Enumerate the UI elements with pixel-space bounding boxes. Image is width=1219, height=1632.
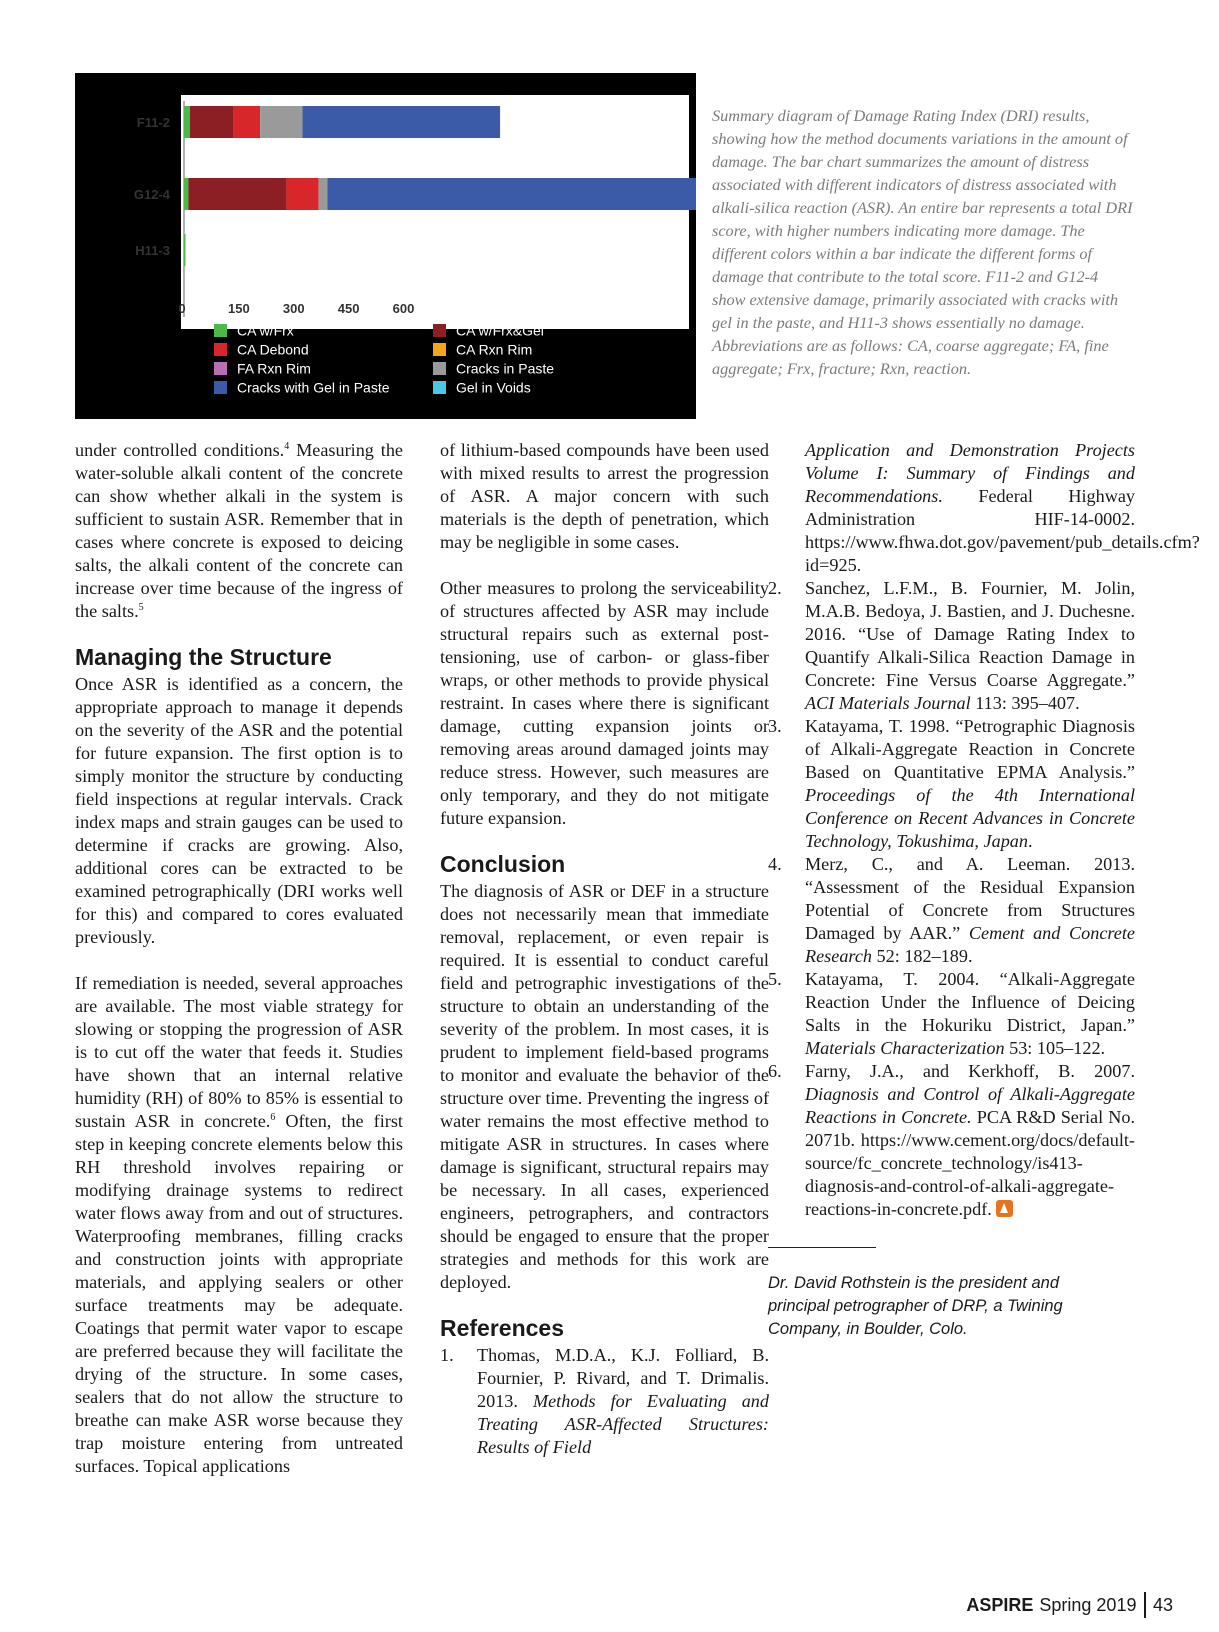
bar-segment xyxy=(188,178,286,210)
reference-item: 2. Sanchez, L.F.M., B. Fournier, M. Jolin, M.A.B. Bedoya, J. Bastien, and J. Duchesne. 2016. “Use of Damage Rating Index to Quantify Alkali-Silica Reaction Damage in Concrete: Fine Versus Coarse Aggregate.” ACI Materials Journal 113: 395–407. xyxy=(768,578,1135,713)
bar-segment xyxy=(327,178,696,210)
bar-segment xyxy=(286,178,318,210)
reference-list xyxy=(768,439,1200,1221)
author-bio: Dr. David Rothstein is the president and principal petrographer of DRP, a Twining Company, in Boulder, Colo. xyxy=(768,1274,1063,1338)
issue-label: Spring 2019 xyxy=(1039,1595,1137,1615)
bar-segment xyxy=(260,106,302,138)
legend-label: Gel in Voids xyxy=(456,379,531,396)
column-2 xyxy=(440,439,769,1459)
legend-swatch xyxy=(214,343,227,356)
reference-item: 4. Merz, C., and A. Leeman. 2013. “Assessment of the Residual Expansion Potential of Concrete from Structures Damaged by AAR.” Cement and Concrete Research 52: 182–189. xyxy=(768,854,1135,966)
bar-segment xyxy=(184,106,190,138)
footer-divider xyxy=(1144,1592,1146,1618)
reference-item: 3. Katayama, T. 1998. “Petrographic Diagnosis of Alkali-Aggregate Reaction in Concrete Based on Quantitative EPMA Analysis.” Proceedings of the 4th International Conference on Recent Advances in Concrete Technology, Tokushima, Japan. xyxy=(768,716,1135,851)
paragraph: Other measures to prolong the serviceability of structures affected by ASR may include structural repairs such as external post-tensioning, use of carbon- or glass-fiber wraps, or other methods to provide physical restraint. In cases where there is significant damage, cutting expansion joints or removing areas around damaged joints may reduce stress. However, such measures are only temporary, and they do not mitigate future expansion. xyxy=(440,578,769,828)
category-label: G12-4 xyxy=(133,187,170,202)
bar-segment xyxy=(303,106,501,138)
bio-divider xyxy=(768,1247,876,1248)
dri-chart-figure xyxy=(75,73,696,419)
bar-segment xyxy=(234,106,260,138)
reference-item: 5. Katayama, T. 2004. “Alkali-Aggregate Reaction Under the Influence of Deicing Salts in the Hokuriku District, Japan.” Materials Characterization 53: 105–122. xyxy=(768,969,1135,1058)
legend-swatch xyxy=(214,362,227,375)
x-tick-label: 150 xyxy=(228,301,250,316)
paragraph: under controlled conditions.$^4$ Measuring the water-soluble alkali content of the concrete can show whether alkali in the system is sufficient to sustain ASR. Remember that in cases where concrete is exposed to deicing salts, the alkali content of the concrete can increase over time because of the ingress of the salts.$^5$ xyxy=(75,440,403,621)
figure-caption: Summary diagram of Damage Rating Index (DRI) results, showing how the method documents variations in the amount of damage. The bar chart summarizes the amount of distress associated with different indicators of distress associated with alkali-silica reaction (ASR). An entire bar represents a total DRI score, with higher numbers indicating more damage. The different colors within a bar indicate the different forms of damage that contribute to the total score. F11-2 and G12-4 show extensive damage, primarily associated with cracks with gel in the paste, and H11-3 shows essentially no damage. Abbreviations are as follows: CA, coarse aggregate; FA, fine aggregate; Frx, fracture; Rxn, reaction. xyxy=(712,106,1133,378)
paragraph: If remediation is needed, several approaches are available. The most viable strategy for slowing or stopping the progression of ASR is to cut off the water that feeds it. Studies have shown that an internal relative humidity (RH) of 80% to 85% is essential to sustain ASR in concrete.$^6$ Often, the first step in keeping concrete elements below this RH threshold involves repairing or modifying drainage systems to redirect water flows away from and out of structures. Waterproofing membranes, filling cracks and construction joints with appropriate materials, and applying sealers or other surface treatments may be adequate. Coatings that permit water vapor to escape are preferred because they will facilitate the drying of the structure. In some cases, sealers that do not allow the structure to breathe can make ASR worse because they trap moisture entering from untreated surfaces. Topical applications xyxy=(75,973,403,1476)
bar-segment xyxy=(184,178,188,210)
pdf-link-icon[interactable] xyxy=(996,1200,1013,1217)
paragraph: The diagnosis of ASR or DEF in a structure does not necessarily mean that immediate removal, replacement, or even repair is required. It is essential to conduct careful field and petrographic investigations of the structure to obtain an understanding of the severity of the problem. In most cases, it is prudent to implement field-based programs to monitor and evaluate the behavior of the structure over time. Preventing the ingress of water remains the most effective method to mitigate ASR in structures. In cases where damage is significant, structural repairs may be necessary. In all cases, experienced engineers, petrographers, and contractors should be engaged to ensure that the proper strategies and methods for this work are deployed. xyxy=(440,881,769,1292)
paragraph: of lithium-based compounds have been used with mixed results to arrest the progression of ASR. A major concern with such materials is the depth of penetration, which may be negligible in some cases. xyxy=(440,440,769,552)
x-tick-label: 0 xyxy=(178,301,186,316)
legend-label: Cracks in Paste xyxy=(456,360,555,377)
x-tick-label: 450 xyxy=(337,301,360,316)
legend-label: CA w/Frx&Gel xyxy=(456,322,544,339)
bar-segment xyxy=(184,234,185,266)
legend-swatch xyxy=(433,381,446,394)
legend-label: CA w/Frx xyxy=(237,322,294,339)
bar-segment xyxy=(319,178,328,210)
dri-bar-chart xyxy=(75,73,696,419)
legend-swatch xyxy=(214,324,227,337)
x-tick-label: 300 xyxy=(282,301,305,316)
x-tick-label: 600 xyxy=(392,301,415,316)
heading-references: References xyxy=(440,1315,565,1341)
paragraph: Once ASR is identified as a concern, the appropriate approach to manage it depends on the severity of the ASR and the potential for future expansion. The first option is to simply monitor the structure by conducting field inspections at regular intervals. Crack index maps and strain gauges can be used to determine if cracks are growing. Also, additional cores can be extracted to be examined petrographically (DRI works well for this) and compared to cores evaluated previously. xyxy=(75,674,403,947)
reference-item: 1. Thomas, M.D.A., K.J. Folliard, B. Fournier, P. Rivard, and T. Drimalis. 2013. Methods for Evaluating and Treating ASR-Affected Structures: Results of Field xyxy=(440,1345,769,1457)
legend-label: CA Debond xyxy=(237,341,309,358)
magazine-name: ASPIRE xyxy=(966,1595,1034,1615)
reference-item-continued: Application and Demonstration Projects Volume I: Summary of Findings and Recommendations. Federal Highway Administration HIF-14-0002. https://www.fhwa.dot.gov/pavement/pub_details.cfm?id=925. xyxy=(805,440,1200,575)
bar-segment xyxy=(190,106,234,138)
reference-item: 6. Farny, J.A., and Kerkhoff, B. 2007. Diagnosis and Control of Alkali-Aggregate Reactions in Concrete. PCA R&D Serial No. 2071b. https://www.cement.org/docs/default-source/fc_concrete_technology/is413-diagnosis-and-control-of-alkali-aggregate-reactions-in-concrete.pdf. xyxy=(768,1061,1135,1219)
legend-label: CA Rxn Rim xyxy=(456,341,533,358)
heading-conclusion: Conclusion xyxy=(440,851,566,877)
column-3 xyxy=(768,439,1200,1341)
legend-swatch xyxy=(433,343,446,356)
legend-label: FA Rxn Rim xyxy=(237,360,311,377)
legend-swatch xyxy=(214,381,227,394)
legend-label: Cracks with Gel in Paste xyxy=(237,379,390,396)
page-footer xyxy=(966,1592,1173,1618)
legend-swatch xyxy=(433,362,446,375)
column-1 xyxy=(75,439,403,1478)
page-number: 43 xyxy=(1152,1595,1173,1615)
legend-swatch xyxy=(433,324,446,337)
category-label: H11-3 xyxy=(135,243,170,258)
category-label: F11-2 xyxy=(136,115,170,130)
heading-managing-structure: Managing the Structure xyxy=(75,644,332,670)
